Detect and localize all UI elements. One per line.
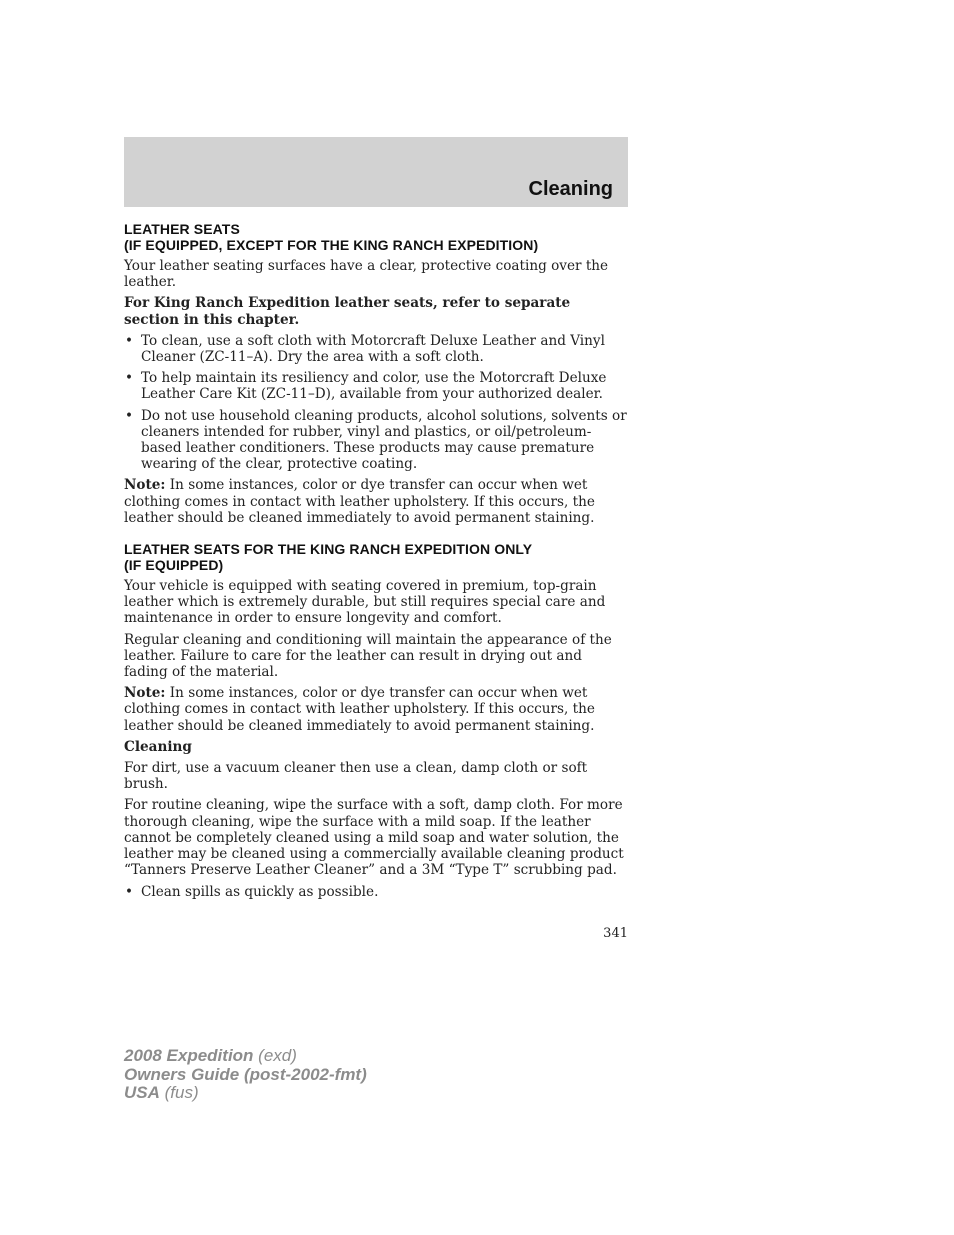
footer-model: 2008 Expedition bbox=[124, 1046, 254, 1065]
body-paragraph: For routine cleaning, wipe the surface with a soft, damp cloth. For more thorough cleaning, wipe the surface with a mild soap. If the leather cannot be completely cleaned using a mild soap and water solution, the leather may be cleaned using a commercially available cleaning product “Tanners Preserve Leather Cleaner” and a 3M “Type T” scrubbing pad. bbox=[124, 797, 624, 879]
note-label: Note: bbox=[124, 685, 166, 702]
note-label: Note: bbox=[124, 477, 166, 494]
chapter-title: Cleaning bbox=[528, 178, 613, 200]
king-ranch-reference: For King Ranch Expedition leather seats, refer to separate section in this chapter. bbox=[124, 295, 571, 328]
list-item-text: Clean spills as quickly as possible. bbox=[141, 883, 379, 900]
footer-line bbox=[124, 1047, 367, 1066]
list-item bbox=[124, 884, 628, 900]
intro-paragraph: Your leather seating surfaces have a clear, protective coating over the leather. bbox=[124, 258, 609, 291]
list-item bbox=[124, 408, 628, 473]
footer-market: USA bbox=[124, 1083, 160, 1102]
page-content bbox=[124, 222, 628, 905]
bullet-glyph: • bbox=[125, 332, 134, 349]
body-paragraph: For dirt, use a vacuum cleaner then use a clean, damp cloth or soft brush. bbox=[124, 760, 588, 793]
note-text: In some instances, color or dye transfer can occur when wet clothing comes in contact with leather upholstery. If this occurs, the leather should be cleaned immediately to avoid permanent staining. bbox=[124, 685, 595, 734]
bullet-glyph: • bbox=[125, 883, 134, 900]
section-heading-king-ranch bbox=[124, 542, 628, 573]
section-heading-line: LEATHER SEATS FOR THE KING RANCH EXPEDITION ONLY bbox=[124, 541, 533, 558]
note-text: In some instances, color or dye transfer can occur when wet clothing comes in contact with leather upholstery. If this occurs, the leather should be cleaned immediately to avoid permanent staining. bbox=[124, 477, 595, 526]
footer-guide: Owners Guide (post-2002-fmt) bbox=[124, 1064, 367, 1084]
list-item bbox=[124, 333, 628, 365]
body-paragraph: Regular cleaning and conditioning will maintain the appearance of the leather. Failure to care for the leather can result in drying out and fading of the material. bbox=[124, 631, 612, 681]
list-item-text: To help maintain its resiliency and color, use the Motorcraft Deluxe Leather Care Kit (ZC-11–D), available from your authorized dealer. bbox=[141, 370, 607, 403]
footer-line bbox=[124, 1066, 367, 1085]
section-heading-leather-seats bbox=[124, 222, 628, 253]
footer-line bbox=[124, 1084, 367, 1103]
section-heading-line: (IF EQUIPPED, EXCEPT FOR THE KING RANCH EXPEDITION) bbox=[124, 236, 539, 253]
list-item bbox=[124, 370, 628, 402]
list-item-text: To clean, use a soft cloth with Motorcraft Deluxe Leather and Vinyl Cleaner (ZC-11–A). Dry the area with a soft cloth. bbox=[141, 332, 605, 366]
page-number: 341 bbox=[603, 926, 628, 941]
section-heading-line: (IF EQUIPPED) bbox=[124, 556, 224, 573]
cleaning-bullet-list bbox=[124, 884, 628, 900]
body-paragraph: Your vehicle is equipped with seating covered in premium, top-grain leather which is extremely durable, but still requires special care and maintenance in order to ensure longevity and comfort. bbox=[124, 578, 606, 627]
bullet-glyph: • bbox=[125, 370, 134, 387]
care-bullet-list bbox=[124, 333, 628, 473]
chapter-header-band bbox=[124, 137, 628, 207]
note-paragraph bbox=[124, 477, 628, 526]
section-heading-line: LEATHER SEATS bbox=[124, 221, 240, 237]
note-paragraph bbox=[124, 685, 628, 734]
footer-market-code: (fus) bbox=[159, 1083, 199, 1102]
document-footer bbox=[124, 1047, 367, 1103]
cleaning-subheading: Cleaning bbox=[124, 738, 192, 755]
bullet-glyph: • bbox=[125, 407, 134, 424]
list-item-text: Do not use household cleaning products, alcohol solutions, solvents or cleaners intended for rubber, vinyl and plastics, or oil/petroleum-based leather conditioners. These products may cause premature wearing of the clear, protective coating. bbox=[141, 407, 627, 473]
footer-model-code: (exd) bbox=[253, 1046, 297, 1065]
